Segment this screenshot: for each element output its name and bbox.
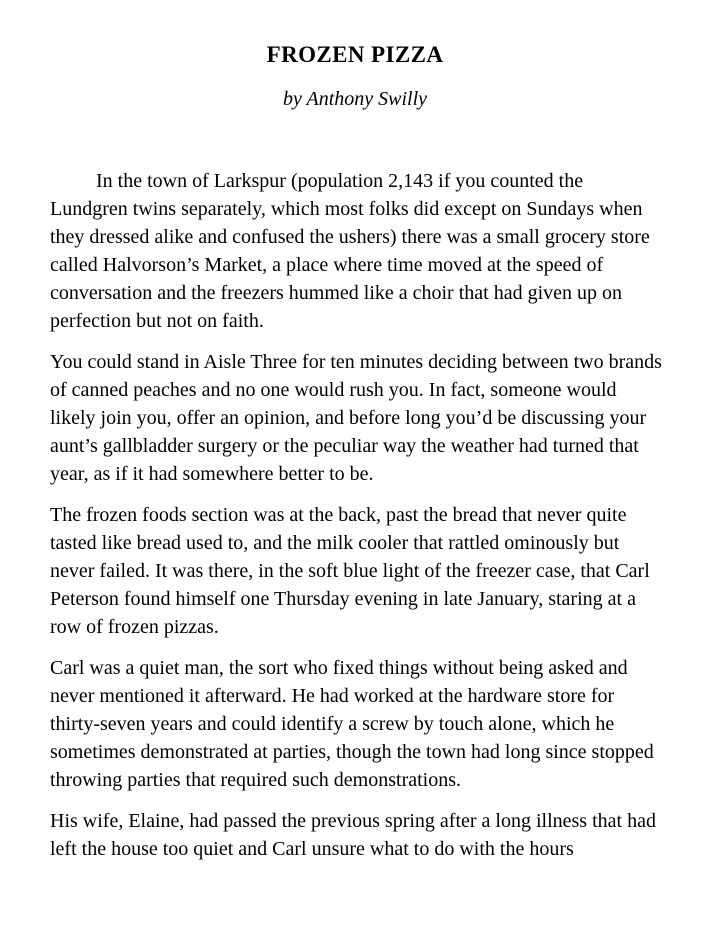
story-paragraph: His wife, Elaine, had passed the previous spring after a long illness that had left the house too quiet and Carl unsure what to do with the hours (50, 810, 656, 860)
story-paragraph: The frozen foods section was at the back, past the bread that never quite tasted like bread used to, and the milk cooler that rattled ominously but never failed. It was there, in the soft blue light of the freezer case, that Carl Peterson found himself one Thursday evening in late January, staring at a row of frozen pizzas. (50, 504, 650, 638)
story-paragraph: You could stand in Aisle Three for ten minutes deciding between two brands of canned peaches and no one would rush you. In fact, someone would likely join you, offer an opinion, and before long you’d be discussing your aunt’s gallbladder surgery or the peculiar way the weather had turned that year, as if it had somewhere better to be. (50, 351, 662, 485)
story-body (50, 167, 662, 863)
story-paragraph: In the town of Larkspur (population 2,143 if you counted the Lundgren twins separately, which most folks did except on Sundays when they dressed alike and confused the ushers) there was a small grocery store called Halvorson’s Market, a place where time moved at the speed of conversation and the freezers hummed like a choir that had given up on perfection but not on faith. (50, 170, 650, 332)
story-byline: by Anthony Swilly (282, 88, 428, 110)
story-title: FROZEN PIZZA (266, 42, 444, 67)
story-paragraph: Carl was a quiet man, the sort who fixed things without being asked and never mentioned it afterward. He had worked at the hardware store for thirty-seven years and could identify a screw by touch alone, which he sometimes demonstrated at parties, though the town had long since stopped throwing parties that required such demonstrations. (50, 657, 654, 791)
